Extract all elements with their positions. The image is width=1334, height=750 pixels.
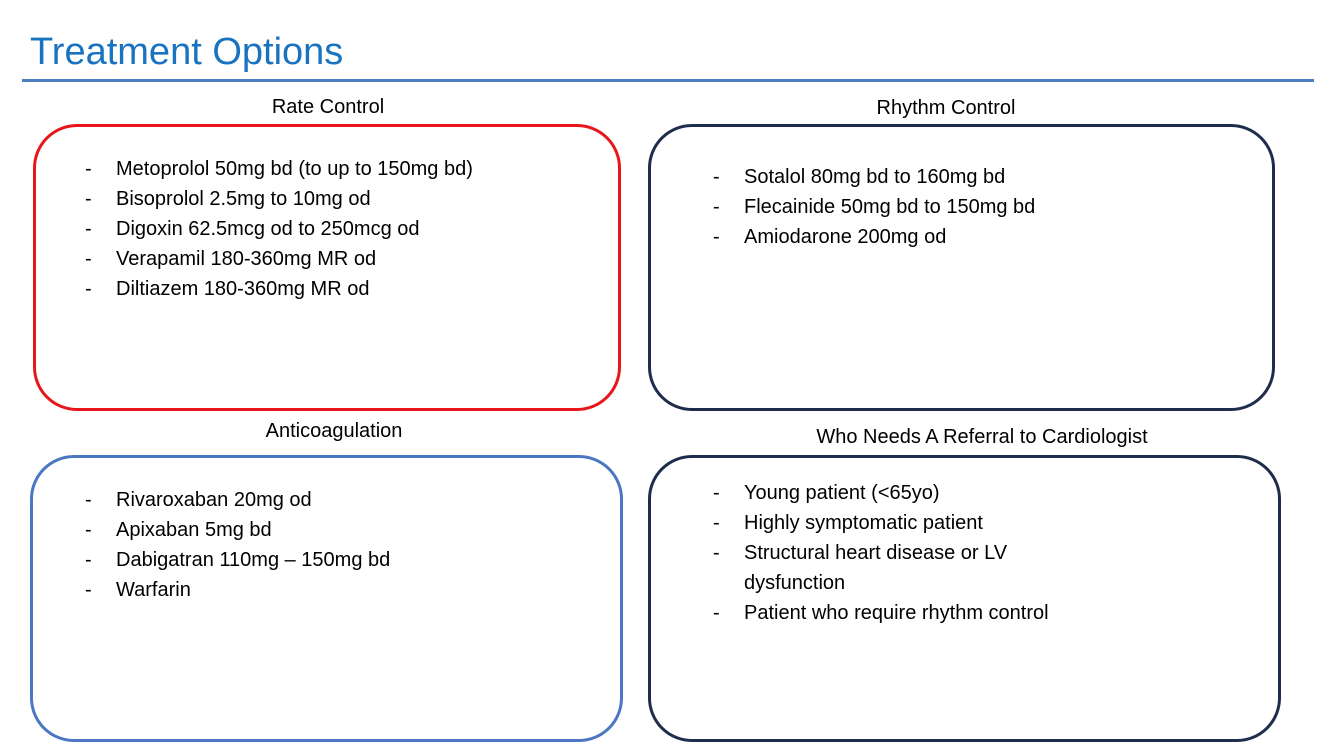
list-item-text: Flecainide 50mg bd to 150mg bd [744, 196, 1036, 218]
list-item-text: Patient who require rhythm control [744, 602, 1049, 624]
list-item [713, 508, 1073, 538]
list-item-text: Bisoprolol 2.5mg to 10mg od [116, 188, 371, 210]
anticoagulation-panel [30, 455, 623, 742]
referral-list [713, 478, 1073, 628]
bullet-dash: - [85, 188, 92, 210]
list-item [713, 478, 1073, 508]
rhythm-control-panel [648, 124, 1275, 411]
list-item [85, 485, 390, 515]
list-item-text: Dabigatran 110mg – 150mg bd [116, 549, 391, 571]
list-item [85, 184, 473, 214]
referral-heading: Who Needs A Referral to Cardiologist [816, 426, 1148, 448]
list-item-text: Warfarin [116, 579, 191, 601]
list-item [713, 162, 1035, 192]
bullet-dash: - [713, 166, 720, 188]
rate-control-list [85, 154, 473, 304]
list-item [713, 598, 1073, 628]
bullet-dash: - [85, 158, 92, 180]
rate-control-panel [33, 124, 621, 411]
list-item [85, 274, 473, 304]
list-item-text: Structural heart disease or LV dysfunction [744, 542, 1008, 594]
bullet-dash: - [85, 218, 92, 240]
list-item-text: Sotalol 80mg bd to 160mg bd [744, 166, 1006, 188]
rhythm-control-list [713, 162, 1035, 252]
bullet-dash: - [85, 549, 92, 571]
list-item [85, 575, 390, 605]
list-item [713, 192, 1035, 222]
list-item-text: Apixaban 5mg bd [116, 519, 272, 541]
list-item [713, 538, 1073, 598]
list-item-text: Diltiazem 180-360mg MR od [116, 278, 370, 300]
bullet-dash: - [85, 248, 92, 270]
bullet-dash: - [85, 489, 92, 511]
rhythm-control-heading: Rhythm Control [876, 97, 1016, 119]
referral-panel [648, 455, 1281, 742]
list-item [85, 515, 390, 545]
bullet-dash: - [85, 519, 92, 541]
bullet-dash: - [713, 602, 720, 624]
slide-title: Treatment Options [30, 31, 344, 73]
bullet-dash: - [713, 196, 720, 218]
list-item-text: Metoprolol 50mg bd (to up to 150mg bd) [116, 158, 473, 180]
bullet-dash: - [85, 579, 92, 601]
list-item [85, 545, 390, 575]
bullet-dash: - [713, 482, 720, 504]
list-item [85, 214, 473, 244]
bullet-dash: - [713, 512, 720, 534]
list-item-text: Verapamil 180-360mg MR od [116, 248, 377, 270]
list-item-text: Digoxin 62.5mcg od to 250mcg od [116, 218, 420, 240]
list-item [713, 222, 1035, 252]
bullet-dash: - [85, 278, 92, 300]
bullet-dash: - [713, 542, 720, 564]
bullet-dash: - [713, 226, 720, 248]
anticoagulation-heading: Anticoagulation [265, 420, 403, 442]
list-item-text: Rivaroxaban 20mg od [116, 489, 312, 511]
list-item-text: Highly symptomatic patient [744, 512, 983, 534]
list-item-text: Young patient (<65yo) [744, 482, 940, 504]
title-underline [22, 79, 1314, 82]
list-item-text: Amiodarone 200mg od [744, 226, 947, 248]
list-item [85, 154, 473, 184]
anticoagulation-list [85, 485, 390, 605]
list-item [85, 244, 473, 274]
rate-control-heading: Rate Control [271, 96, 385, 118]
